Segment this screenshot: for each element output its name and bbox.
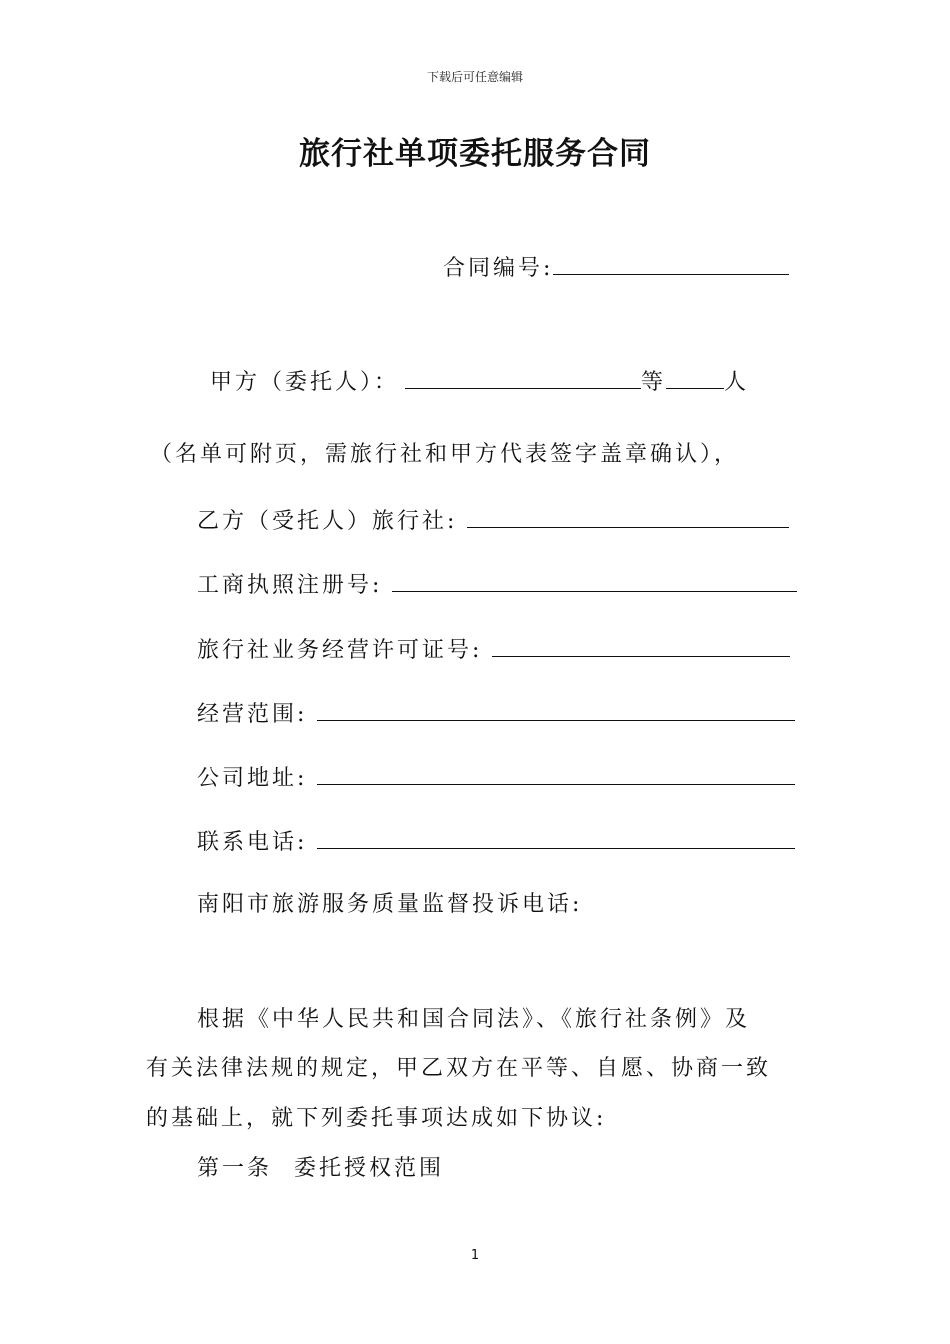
preamble-line-2: 有关法律法规的规定，甲乙双方在平等、自愿、协商一致	[146, 1056, 772, 1081]
party-a-count-field[interactable]	[666, 366, 724, 389]
address-field[interactable]	[317, 762, 795, 785]
party-b-agency-field[interactable]	[467, 505, 789, 528]
permit-line	[197, 634, 790, 666]
license-label: 工商执照注册号:	[197, 573, 383, 598]
party-b-agency-label: 乙方（受托人）旅行社:	[197, 509, 458, 534]
address-line	[197, 762, 795, 794]
phone-line	[197, 826, 795, 858]
party-a-name-field[interactable]	[405, 366, 641, 389]
license-line	[197, 569, 797, 601]
party-a-line	[210, 366, 749, 398]
contract-number-field[interactable]	[553, 252, 789, 275]
preamble-line-3: 的基础上，就下列委托事项达成如下协议:	[146, 1106, 607, 1131]
contract-number-label: 合同编号:	[443, 256, 554, 281]
address-label: 公司地址:	[197, 766, 308, 791]
article-1-title: 委托授权范围	[294, 1156, 445, 1181]
scope-line	[197, 698, 795, 730]
document-title: 旅行社单项委托服务合同	[299, 136, 651, 172]
phone-field[interactable]	[317, 826, 795, 849]
phone-label: 联系电话:	[197, 830, 308, 855]
party-a-label: 甲方（委托人）：	[210, 370, 400, 395]
article-1-number: 第一条	[197, 1156, 273, 1181]
party-b-agency-line	[197, 505, 789, 537]
preamble-line-1: 根据《中华人民共和国合同法》、《旅行社条例》及	[197, 1007, 751, 1032]
complaint-phone-label: 南阳市旅游服务质量监督投诉电话:	[197, 892, 583, 917]
license-field[interactable]	[392, 569, 797, 592]
page-number: 1	[470, 1248, 480, 1263]
header-note: 下载后可任意编辑	[426, 70, 523, 84]
scope-label: 经营范围:	[197, 702, 308, 727]
party-a-suffix: 人	[724, 370, 750, 395]
permit-label: 旅行社业务经营许可证号:	[197, 638, 483, 663]
contract-number-line	[443, 252, 789, 284]
permit-field[interactable]	[492, 634, 790, 657]
article-1-heading	[197, 1154, 444, 1184]
scope-field[interactable]	[317, 698, 795, 721]
party-a-mid: 等	[641, 370, 667, 395]
party-a-note: （名单可附页，需旅行社和甲方代表签字盖章确认），	[150, 442, 740, 467]
